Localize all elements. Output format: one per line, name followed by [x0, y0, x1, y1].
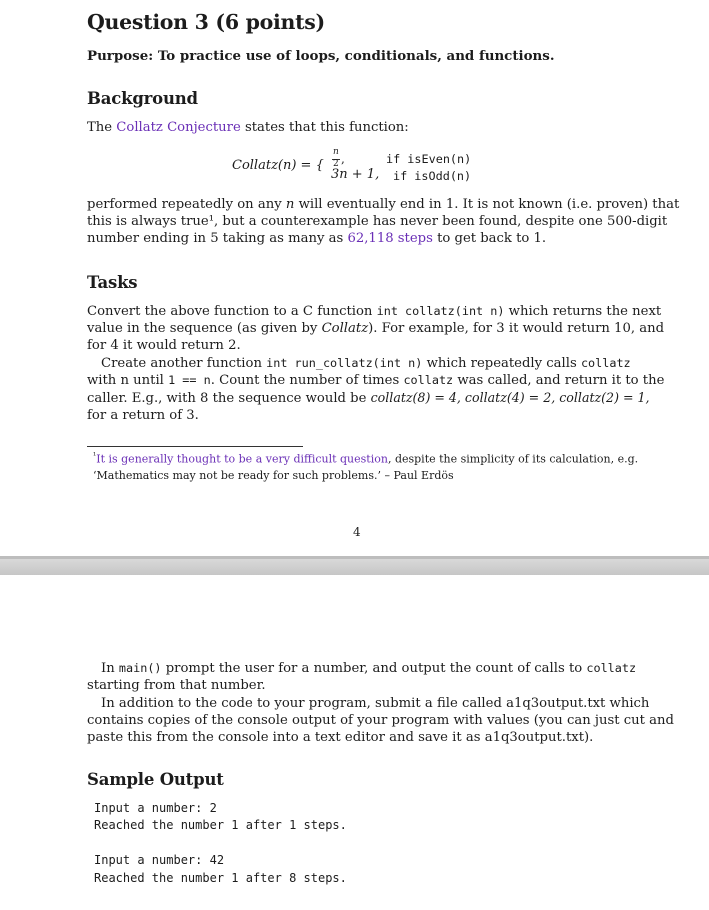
bg-math-n: n	[285, 197, 295, 212]
task-text: was called, and return it to the	[453, 373, 665, 388]
task-text: with n until	[87, 373, 169, 388]
main-paragraph	[87, 660, 637, 694]
code-main: main()	[118, 661, 162, 675]
page-number: 4	[353, 525, 361, 539]
submission-text: contains copies of the console output of your program with values (you can just cut and	[87, 713, 674, 728]
formula-case1-denominator: 2	[333, 159, 339, 169]
sample-1-input: Input a number: 2	[94, 801, 217, 815]
footnote-marker: ¹	[93, 451, 97, 460]
math-collatz: Collatz	[321, 321, 369, 336]
task-text: caller. E.g., with 8 the sequence would be	[87, 391, 371, 406]
intro-suffix: states that this function:	[240, 120, 409, 135]
bg-text: to get back to 1.	[432, 231, 547, 246]
formula-case1-comma: ,	[341, 152, 345, 166]
footnote-text: , despite the simplicity of its calculation, e.g.	[387, 452, 639, 466]
page-separator	[0, 556, 709, 575]
footnote-rule	[87, 446, 303, 447]
footnote-text: ‘Mathematics may not be ready for such problems.’ – Paul Erdös	[93, 468, 454, 482]
math-sequence: collatz(8) = 4, collatz(4) = 2, collatz(2) = 1,	[370, 390, 650, 405]
code-collatz: collatz	[403, 373, 454, 387]
task-text: . Count the number of times	[210, 373, 404, 388]
formula-case2-condition: if isOdd(n)	[393, 169, 472, 183]
sample-1-result: Reached the number 1 after 1 steps.	[94, 818, 347, 832]
sample-2-result: Reached the number 1 after 8 steps.	[94, 871, 347, 885]
bg-text: this is always true¹, but a counterexample has never been found, despite one 500-digit	[87, 214, 668, 229]
bg-text: number ending in 5 taking as many as	[87, 231, 348, 246]
purpose-line: Purpose: To practice use of loops, conditionals, and functions.	[87, 48, 555, 64]
code-condition: 1 == n	[168, 373, 211, 387]
footnote-link[interactable]: It is generally thought to be a very difficult question	[96, 452, 388, 466]
task-text: which repeatedly calls	[422, 356, 581, 371]
code-run-collatz-signature: int run_collatz(int n)	[266, 356, 423, 370]
submission-text: paste this from the console into a text editor and save it as a1q3output.txt).	[87, 730, 594, 745]
formula-case1-numerator: n	[333, 147, 339, 157]
tasks-paragraph-2	[87, 355, 665, 424]
task-text: value in the sequence (as given by	[87, 321, 322, 336]
background-heading: Background	[87, 89, 198, 108]
main-text: prompt the user for a number, and output the count of calls to	[161, 661, 587, 676]
formula-case2-expression: 3n + 1,	[331, 167, 380, 182]
background-paragraph	[87, 196, 680, 247]
steps-link[interactable]: 62,118 steps	[347, 231, 433, 246]
document-page-2	[0, 575, 709, 910]
code-collatz-signature: int collatz(int n)	[376, 304, 505, 318]
tasks-heading: Tasks	[87, 273, 138, 292]
task-text: for a return of 3.	[87, 408, 199, 423]
task-text: which returns the next	[504, 304, 662, 319]
sample-2-input: Input a number: 42	[94, 853, 225, 867]
submission-text: In addition to the code to your program, submit a file called a1q3output.txt which	[101, 696, 650, 711]
bg-text: will eventually end in 1. It is not known (i.e. proven) that	[294, 197, 680, 212]
task-text: ). For example, for 3 it would return 10, and	[368, 321, 665, 336]
background-intro	[87, 119, 409, 136]
question-title: Question 3 (6 points)	[87, 10, 325, 34]
code-collatz: collatz	[580, 356, 631, 370]
task-text: for 4 it would return 2.	[87, 338, 241, 353]
task-text: Convert the above function to a C function	[87, 304, 377, 319]
tasks-paragraph-1	[87, 303, 665, 354]
collatz-conjecture-link[interactable]: Collatz Conjecture	[116, 120, 241, 135]
main-text: In	[101, 661, 119, 676]
task-text: Create another function	[101, 356, 267, 371]
formula-case1-condition: if isEven(n)	[386, 152, 472, 166]
intro-prefix: The	[87, 120, 117, 135]
formula-lhs: Collatz(n) = {	[232, 158, 324, 173]
submission-paragraph	[87, 695, 674, 746]
bg-text: performed repeatedly on any	[87, 197, 286, 212]
footnote	[93, 448, 638, 484]
main-text: starting from that number.	[87, 678, 266, 693]
sample-output-heading: Sample Output	[87, 770, 224, 789]
code-collatz: collatz	[586, 661, 637, 675]
